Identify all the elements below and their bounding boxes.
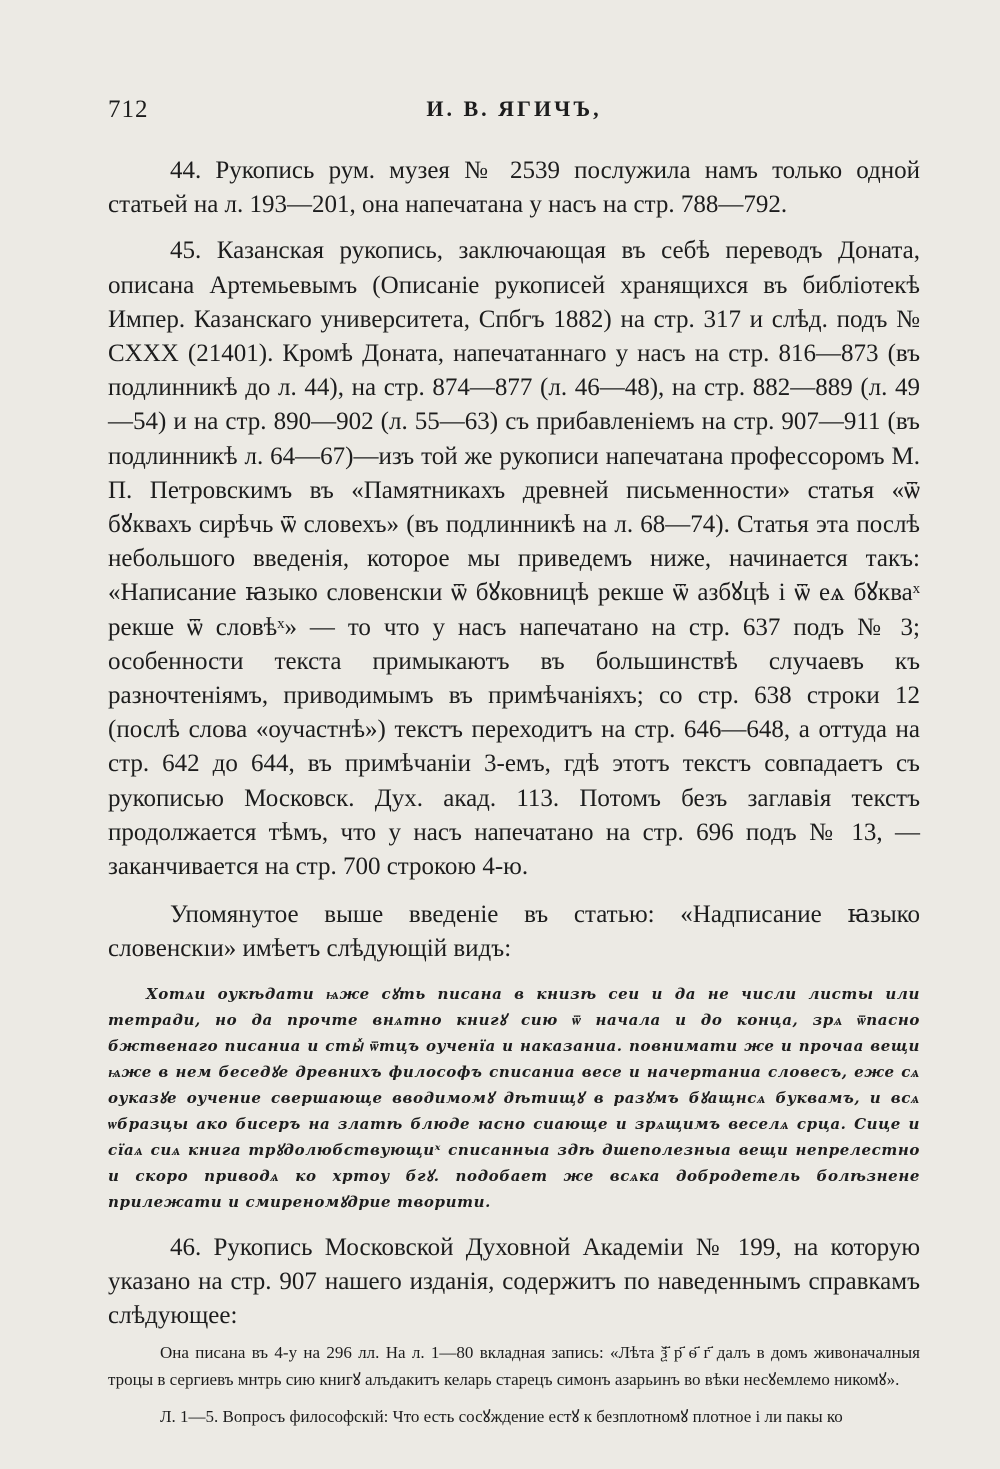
page-number: 712	[108, 96, 149, 123]
paragraph-46: 46. Рукопись Московской Духовной Академіи № 199, на которую указано на стр. 907 нашего изданія, содержитъ по наведеннымъ справкамъ слѣдующее:	[108, 1233, 920, 1330]
slavonic-quote: Хотѧи оукѣдати ѩже сꙋть писана в книзѣ сеи и да не числи листы или тетради, но да прочте внѧтно книгꙋ сию ѿ начала и до конца, зрѧ ѿпасно бжтвенаго писаниа и стыⷯ ѿтцъ оученїа и наказаниа. повнимати же и прочаа вещи ѩже в нем беседꙋе древнихъ философъ списаниа весе и начертаниа словесъ, еже сѧ оуказꙋе оучение свершающе вводимомꙋ дѣтищꙋ в разꙋмъ бꙋащнсѧ буквамъ, и всѧ ѡбразцы ако бисеръ на златѣ блюде ꙗсно сиающе и зрѧщимъ веселѧ срца. Сице и сїаѧ сиѧ книга трꙋдолюбствующиˣ списанныа здѣ дшеполезныа вещи непрелестно и скоро приводѧ ко хртоу бгꙋ. подобает же всѧка добродетель болѣзнене прилежати и смиреномꙋдрие творити.	[108, 984, 920, 1211]
paragraph-45: 45. Казанская рукопись, заключающая въ себѣ переводъ Доната, описана Артемьевымъ (Описаніе рукописей хранящихся въ библіотекѣ Импер. Казанскаго университета, Спбгъ 1882) на стр. 317 и слѣд. подъ № CXXX (21401). Кромѣ Доната, напечатаннаго у насъ на стр. 816—873 (въ подлинникѣ до л. 44), на стр. 874—877 (л. 46—48), на стр. 882—889 (л. 49—54) и на стр. 890—902 (л. 55—63) съ прибавленіемъ на стр. 907—911 (въ подлинникѣ л. 64—67)—изъ той же рукописи напечатана профессоромъ М. П. Петровскимъ въ «Памятникахъ древней письменности» статья «ѿ бꙋквахъ сирѣчь ѿ словехъ» (въ подлинникѣ на л. 68—74). Статья эта послѣ небольшого введенія, которое мы приведемъ ниже, начинается такъ: «Написание ꙗзыко словенскıи ѿ бꙋковницѣ рекше ѿ азбꙋцѣ і ѿ еѧ бꙋкваˣ рекше ѿ словѣˣ» — то что у насъ напечатано на стр. 637 подъ № 3; особенности текста примыкаютъ въ большинствѣ случаевъ къ разночтеніямъ, приводимымъ въ примѣчаніяхъ; со стр. 638 строки 12 (послѣ слова «оучастнѣ») текстъ переходитъ на стр. 646—648, а оттуда на стр. 642 до 644, въ примѣчаніи 3-емъ, гдѣ этотъ текстъ совпадаетъ съ рукописью Московск. Дух. акад. 113. Потомъ безъ заглавія текстъ продолжается тѣмъ, что у насъ напечатано на стр. 696 подъ № 13, — заканчивается на стр. 700 строкою 4-ю.	[108, 237, 920, 881]
page-header	[108, 96, 920, 132]
manuscript-note: Она писана въ 4-у на 296 лл. На л. 1—80 вкладная запись: «Лѣта ѯ҃ р҃ ѳ҃ г҃ далъ в домъ живоначалныя троцы в сергиевъ мнтрь сию книгꙋ алъдакитъ келарь старецъ симонъ азарьинъ во вѣки несꙋемлемо никомꙋ».	[108, 1343, 920, 1390]
paragraph-44: 44. Рукопись рум. музея № 2539 послужила намъ только одной статьей на л. 193—201, она напечатана у насъ на стр. 788—792.	[108, 157, 920, 219]
main-text	[108, 154, 920, 1430]
running-title: И. В. ЯГИЧЪ,	[426, 96, 602, 121]
manuscript-note-leaf: Л. 1—5. Вопросъ философскıй: Что есть сосꙋждение естꙋ к безплотномꙋ плотное і ли пакы ко	[160, 1407, 843, 1427]
paragraph-intro: Упомянутое выше введеніе въ статью: «Надписание ꙗзыко словенскıи» имѣетъ слѣдующій видъ:	[108, 901, 920, 963]
